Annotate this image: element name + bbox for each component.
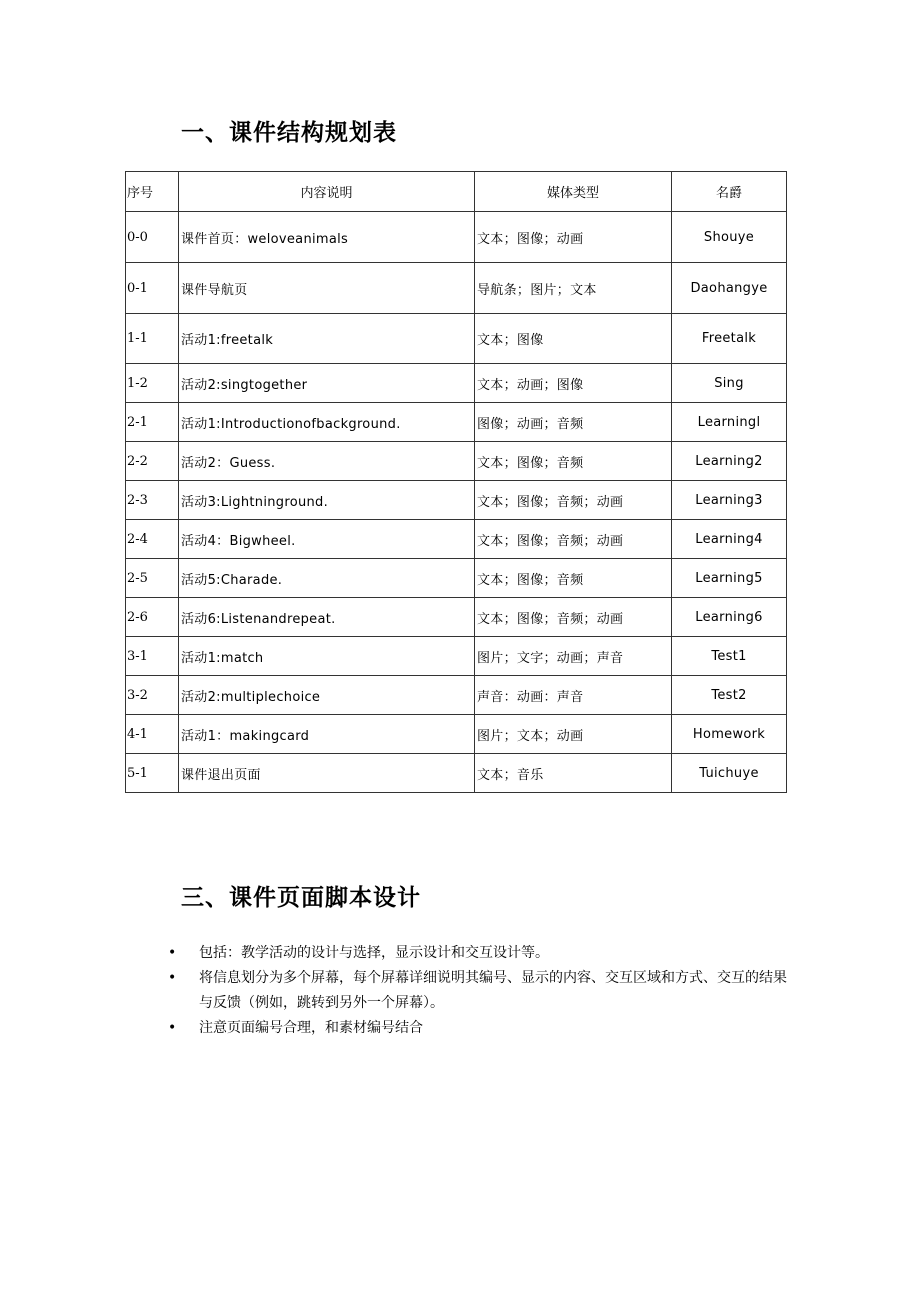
header-name: 名爵 [672,172,787,212]
cell-seq: 2-3 [126,481,179,520]
cell-name: Test2 [672,676,787,715]
cell-content: 活动3:Lightninground. [179,481,475,520]
cell-content: 课件导航页 [179,263,475,314]
header-content: 内容说明 [179,172,475,212]
cell-content: 活动2：Guess. [179,442,475,481]
section-title-structure: 一、课件结构规划表 [181,120,397,146]
cell-name: Sing [672,364,787,403]
table-row [126,598,787,637]
cell-media: 文本；图像；音频；动画 [475,520,672,559]
cell-content: 活动5:Charade. [179,559,475,598]
cell-name: Freetalk [672,314,787,364]
cell-seq: 5-1 [126,754,179,793]
cell-name: Learning2 [672,442,787,481]
cell-seq: 4-1 [126,715,179,754]
cell-media: 图片；文字；动画；声音 [475,637,672,676]
cell-content: 课件首页：weloveanimals [179,212,475,263]
cell-name: Learning5 [672,559,787,598]
cell-seq: 2-5 [126,559,179,598]
cell-content: 活动1:match [179,637,475,676]
cell-content: 活动4：Bigwheel. [179,520,475,559]
header-seq: 序号 [126,172,179,212]
script-design-notes [168,941,793,1041]
table-row [126,676,787,715]
cell-seq: 0-1 [126,263,179,314]
cell-content: 活动2:singtogether [179,364,475,403]
cell-content: 活动6:Listenandrepeat. [179,598,475,637]
bullet-icon: • [168,1020,177,1036]
list-item [168,966,793,1016]
cell-name: Learning3 [672,481,787,520]
table-row [126,754,787,793]
cell-seq: 1-2 [126,364,179,403]
table-row [126,263,787,314]
cell-name: Test1 [672,637,787,676]
cell-name: Daohangye [672,263,787,314]
header-media: 媒体类型 [475,172,672,212]
table-header-row [126,172,787,212]
table-row [126,364,787,403]
cell-media: 文本；音乐 [475,754,672,793]
cell-seq: 2-2 [126,442,179,481]
cell-media: 文本；图像 [475,314,672,364]
cell-content: 活动2:multiplechoice [179,676,475,715]
cell-media: 声音：动画：声音 [475,676,672,715]
cell-content: 课件退出页面 [179,754,475,793]
list-item-text: 将信息划分为多个屏幕，每个屏幕详细说明其编号、显示的内容、交互区域和方式、交互的结果与反馈（例如，跳转到另外一个屏幕）。 [199,970,787,1011]
cell-content: 活动1：makingcard [179,715,475,754]
cell-content: 活动1:freetalk [179,314,475,364]
cell-seq: 0-0 [126,212,179,263]
cell-name: Learning6 [672,598,787,637]
cell-media: 文本；图像；音频；动画 [475,598,672,637]
bullet-icon: • [168,970,177,986]
list-item [168,941,793,966]
cell-name: Homework [672,715,787,754]
table-row [126,403,787,442]
cell-content: 活动1:Introductionofbackground. [179,403,475,442]
cell-media: 导航条；图片；文本 [475,263,672,314]
cell-seq: 3-2 [126,676,179,715]
courseware-structure-table [125,171,787,793]
list-item-text: 注意页面编号合理，和素材编号结合 [199,1020,423,1036]
cell-name: Shouye [672,212,787,263]
cell-seq: 2-6 [126,598,179,637]
table-row [126,559,787,598]
bullet-icon: • [168,945,177,961]
cell-media: 图片；文本；动画 [475,715,672,754]
cell-media: 文本；图像；音频；动画 [475,481,672,520]
table-row [126,637,787,676]
cell-seq: 2-1 [126,403,179,442]
cell-seq: 2-4 [126,520,179,559]
table-row [126,520,787,559]
cell-name: Learningl [672,403,787,442]
table-row [126,212,787,263]
table-row [126,314,787,364]
cell-media: 文本；动画；图像 [475,364,672,403]
cell-media: 图像；动画；音频 [475,403,672,442]
table-row [126,481,787,520]
cell-seq: 3-1 [126,637,179,676]
section-title-script-design: 三、课件页面脚本设计 [181,885,421,911]
cell-seq: 1-1 [126,314,179,364]
cell-media: 文本；图像；动画 [475,212,672,263]
table-row [126,715,787,754]
cell-name: Learning4 [672,520,787,559]
cell-media: 文本；图像；音频 [475,559,672,598]
cell-media: 文本；图像；音频 [475,442,672,481]
list-item [168,1016,793,1041]
table-row [126,442,787,481]
cell-name: Tuichuye [672,754,787,793]
list-item-text: 包括：教学活动的设计与选择，显示设计和交互设计等。 [199,945,549,961]
